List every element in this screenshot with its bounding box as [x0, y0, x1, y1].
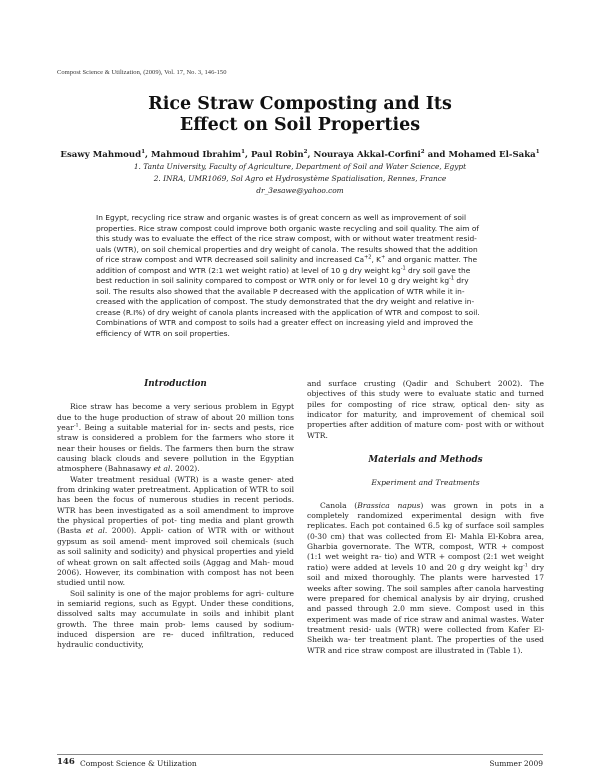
footer-journal-name: Compost Science & Utilization	[80, 759, 197, 768]
body-line: culture in semiarid regions, such as Egypt. Under	[57, 588, 294, 608]
body-line: ated from drinking water pretreatment. Application	[57, 474, 294, 495]
body-paragraph	[57, 402, 294, 474]
author-name: Paul Robin$^2$	[250, 149, 308, 160]
body-line: The farmers then burn the straw causing black clouds	[57, 443, 294, 464]
author-list: Esawy Mahmoud$^1$, Mahmoud Ibrahim$^1$, Paul Robin$^2$, Nouraya Akkal-Corfini$^2$ and Mohamed El-Saka$^1$	[60, 149, 540, 160]
body-line: moud 2006). However, its combination with compost	[57, 557, 294, 577]
body-line: and mixed thoroughly. The plants were harvested 17	[325, 573, 544, 583]
body-line: tio) and WTR + compost (2:1 wet weight ratio) were	[307, 552, 544, 572]
body-line: added at levels 10 and 20 g dry weight $kg^{-1}$ dry soil	[307, 562, 544, 583]
body-line: Water treatment residual (WTR) is a waste gener-	[70, 474, 274, 484]
methods-paragraph	[307, 501, 544, 656]
body-paragraph	[57, 475, 294, 589]
footer-rule	[57, 754, 543, 755]
left-column	[57, 379, 294, 651]
author-name: Mahmoud Ibrahim$^1$	[151, 149, 245, 160]
author-name: Nouraya Akkal-Corfini$^2$	[313, 149, 425, 160]
abstract-line: uals (WTR), on soil chemical properties and dry weight of canola. The results showed that the addition	[96, 244, 478, 254]
abstract-line: efficiency of WTR on soil properties.	[96, 328, 230, 338]
body-line: cation of WTR with or without gypsum as soil amend-	[57, 526, 295, 546]
body-line: lems caused by sodium-induced dispersion are re-	[57, 619, 295, 639]
abstract-line: creased with the application of compost. The study demonstrated that the dry weight and relative in-	[96, 297, 475, 306]
body-line: sity as indicator for maturity, and improvement of	[307, 399, 544, 420]
body-line: five replicates. Each pot contained 6.5 kg of surface	[307, 511, 544, 531]
body-line: soils and inhibit plant growth. The three main prob-	[57, 609, 295, 629]
title-line-1: Rice Straw Composting and Its	[148, 94, 452, 114]
abstract-line: of rice straw compost and WTR decreased soil salinity and increased $Ca^{+2}$, K+ and organic matter. The	[96, 254, 478, 264]
affiliation-1: 1. Tanta University, Faculty of Agriculture, Department of Soil and Water Science, Egypt	[133, 162, 467, 171]
body-line: has not been studied until now.	[57, 567, 294, 588]
body-line: weeks after sowing. The soil samples after canola	[307, 583, 501, 593]
body-line: turned piles for composting of rice straw, optical den-	[307, 389, 544, 409]
journal-reference: Compost Science & Utilization, (2009), Vol. 17, No. 3, 146-150	[57, 69, 227, 76]
body-line: ment improved soil chemicals (such as soil salinity	[57, 536, 294, 557]
body-line: and severe pollution in the Egyptian atmosphere	[57, 454, 294, 474]
abstract-line: addition of compost and WTR (2:1 wet weight ratio) at level of 10 g dry weight $kg^{-1}$ dry soil gave the	[96, 265, 471, 275]
body-line: wheat grown on salt affected soils (Aggag and Mah-	[67, 557, 270, 567]
body-line: air drying, crushed and passed through 2.0 mm	[307, 593, 545, 614]
abstract-line: In Egypt, recycling rice straw and organic wastes is of great concern as well as improvement of soil	[96, 213, 467, 222]
body-line: in recent periods. WTR has been investigated as a soil	[57, 495, 294, 515]
abstract	[96, 213, 521, 339]
right-column	[307, 379, 544, 656]
author-name: Mohamed El-Saka$^1$	[448, 149, 540, 160]
body-line: and sodicity) and physical properties and yield of	[57, 547, 294, 567]
body-line: million tons year$^{-1}$. Being a suitable material for in-	[57, 412, 294, 433]
body-line: Rice straw has become a very serious problem in	[70, 402, 268, 412]
title-line-2: Effect on Soil Properties	[179, 115, 421, 135]
body-line: completely randomized experimental design with	[307, 511, 522, 521]
author-name: Esawy Mahmoud$^1$	[60, 149, 146, 160]
body-line: amendment to improve the physical properties of pot-	[57, 505, 294, 526]
abstract-line: properties. Rice straw compost could improve both organic waste recycling and soil quality. The aim of	[96, 223, 480, 233]
body-paragraph	[57, 589, 294, 651]
body-line: harvesting were prepared for chemical analysis by	[307, 583, 544, 603]
page-number: 146	[57, 757, 75, 767]
abstract-line: this study was to evaluate the effect of the rice straw compost, with or without water treatment resid-	[96, 234, 477, 243]
body-line: uals (WTR) were collected from Kafer El-Sheikh wa-	[307, 624, 545, 645]
body-line: WTR, compost, WTR + compost (1:1 wet weight ra-	[307, 542, 544, 562]
body-line: duced infiltration, reduced hydraulic conductivity,	[57, 629, 294, 650]
body-line: Canola (Brassica napus) was grown in pots in a	[320, 500, 544, 510]
abstract-line: soil. The results also showed that the available P decreased with the application of WTR while it in-	[96, 286, 465, 296]
abstract-line: crease (R.I%) of dry weight of canola plants increased with the application of WTR and compost to soil.	[96, 307, 480, 317]
body-line: Soil salinity is one of the major problems for agri-	[70, 588, 264, 598]
body-line: sieve. Compost used in this experiment was made of	[307, 604, 545, 624]
body-line: these conditions, dissolved salts may accumulate in	[57, 598, 294, 619]
body-line: Egypt due to the huge production of straw of about 20	[57, 402, 294, 422]
author-email: dr_3esawe@yahoo.com	[256, 186, 344, 195]
abstract-line: Combinations of WTR and compost to soils had a greater effect on increasing yield and improved the	[96, 318, 473, 327]
body-line: rice straw and animal wastes. Water treatment resid-	[307, 614, 544, 634]
body-line: ter treatment plant. The properties of the used WTR	[307, 635, 544, 655]
affiliation-2: 2. INRA, UMR1069, Sol Agro et Hydrosystème Spatialisation, Rennes, France	[153, 174, 447, 183]
body-line: and rice straw compost are illustrated in (Table 1).	[327, 645, 523, 655]
body-line: the farmers who store it near their houses or fields.	[57, 433, 294, 453]
body-line: soil samples (0-30 cm) that was collected from El-	[307, 521, 544, 541]
experiment-subheading: Experiment and Treatments	[371, 478, 480, 488]
body-line: ting media and plant growth (Basta et al. 2000). Appli-	[57, 516, 294, 536]
body-line: sects and pests, rice straw is considered a problem for	[57, 423, 294, 443]
body-line: Mahla El-Kobra area, Gharbia governorate. The	[307, 531, 544, 552]
footer-issue-season: Summer 2009	[489, 759, 543, 768]
introduction-heading: Introduction	[144, 379, 207, 389]
article-title	[0, 94, 600, 136]
abstract-line: best reduction in soil salinity compared to compost or WTR only or for level 10 g dry weight $kg^{-1}$ dry	[96, 275, 469, 285]
body-line: (Bahnasawy et al. 2002).	[104, 464, 200, 474]
materials-methods-heading: Materials and Methods	[368, 455, 483, 466]
body-line: of WTR to soil has been the focus of numerous studies	[57, 485, 294, 505]
introduction-continuation	[307, 379, 544, 441]
body-line: and surface crusting (Qadir and Schubert 2002). The	[307, 379, 544, 388]
body-line: objectives of this study were to evaluate static and	[307, 389, 515, 399]
body-line: chemical soil properties after addition of mature com-	[307, 410, 544, 430]
introduction-body	[57, 402, 294, 650]
body-line: post with or without WTR.	[307, 420, 544, 440]
